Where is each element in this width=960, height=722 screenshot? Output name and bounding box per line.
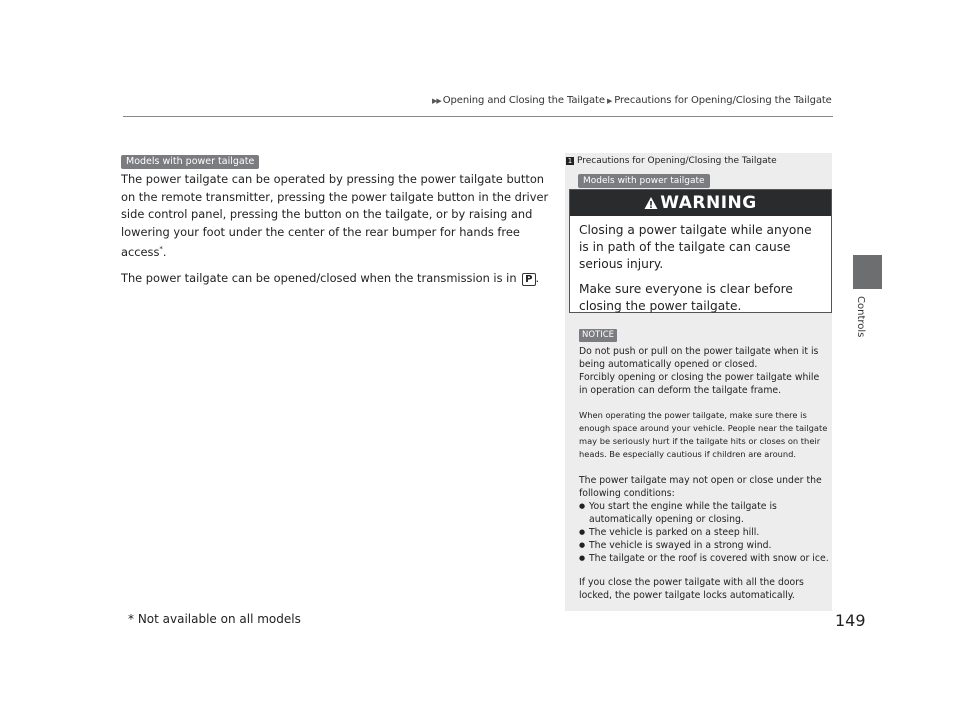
page-number: 149: [835, 611, 866, 630]
notice-text: Do not push or pull on the power tailgate when it is being automatically opened or closed. Forcibly opening or closing the power tailgate while in operation can deform the tailgate frame.: [579, 346, 820, 396]
breadcrumb-arrow-icon: ▶▶: [432, 97, 441, 105]
breadcrumb: [432, 95, 832, 106]
gear-p-keycap: P: [522, 273, 535, 286]
header-rule: [123, 116, 833, 117]
main-paragraph-operation: The power tailgate can be operated by pressing the power tailgate button on the remote transmitter, pressing the power tailgate button in the driver side control panel, pressing the button on the tailgate, or by raising and lowering your foot under the center of the rear bumper for hands free access*.: [121, 172, 549, 260]
notice-label: NOTICE: [579, 329, 617, 342]
list-item: ● The vehicle is parked on a steep hill.: [579, 526, 829, 539]
main-body: [121, 171, 551, 287]
conditions-section: [579, 474, 829, 602]
breadcrumb-arrow-icon: ▶: [606, 97, 613, 105]
warning-heading: WARNING: [570, 190, 831, 216]
main-paragraph-transmission: The power tailgate can be opened/closed when the transmission is in P .: [121, 270, 540, 285]
breadcrumb-item-page[interactable]: Precautions for Opening/Closing the Tailgate: [614, 95, 832, 106]
chapter-tab-label: Controls: [855, 296, 866, 338]
warning-box: [569, 189, 832, 313]
list-item: ● The vehicle is swayed in a strong wind.: [579, 539, 829, 552]
warning-text-instruction: Make sure everyone is clear before closing the power tailgate.: [579, 282, 793, 313]
warning-triangle-icon: [644, 196, 658, 210]
closing-note: If you close the power tailgate with all the doors locked, the power tailgate locks automatically.: [579, 577, 804, 601]
warning-text-danger: Closing a power tailgate while anyone is in path of the tailgate can cause serious injury.: [579, 223, 812, 271]
footnote: * Not available on all models: [128, 612, 301, 626]
footnote-marker: *: [159, 245, 163, 254]
notes-model-badge: Models with power tailgate: [578, 174, 710, 188]
chapter-tab[interactable]: [853, 255, 882, 289]
warning-body: [570, 216, 831, 315]
list-item: ● You start the engine while the tailgate is automatically opening or closing.: [579, 500, 829, 526]
breadcrumb-item-section[interactable]: Opening and Closing the Tailgate: [442, 95, 605, 106]
notes-title: 1 Precautions for Opening/Closing the Tailgate: [567, 156, 777, 166]
list-item: ● The tailgate or the roof is covered with snow or ice.: [579, 552, 829, 565]
caution-text: When operating the power tailgate, make sure there is enough space around your vehicle. People near the tailgate may be seriously hurt if the tailgate hits or closes on their heads. Be especially cautious if children are around.: [579, 410, 828, 459]
conditions-intro: The power tailgate may not open or close under the following conditions:: [579, 475, 822, 499]
reference-icon: 1: [567, 157, 573, 165]
model-badge: Models with power tailgate: [121, 155, 259, 169]
conditions-list: [579, 500, 829, 565]
